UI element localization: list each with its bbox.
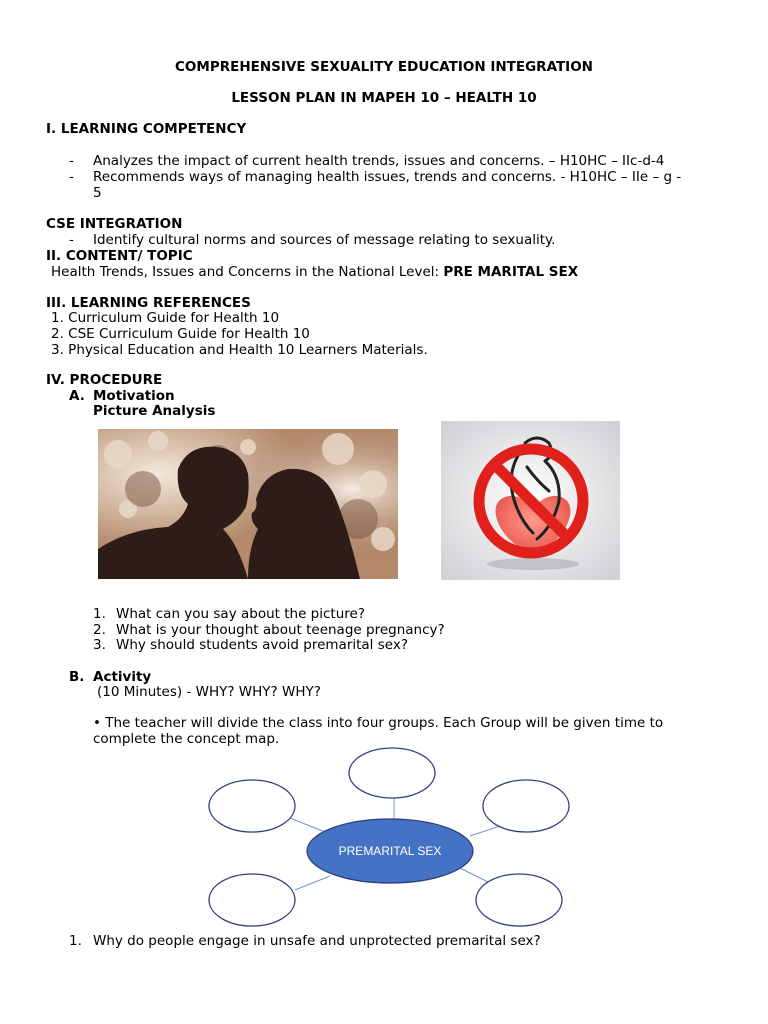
question-text: What can you say about the picture? xyxy=(116,606,365,622)
motivation-question-2 xyxy=(93,622,445,638)
connector-upper-right xyxy=(470,826,500,836)
content-topic xyxy=(51,264,578,280)
content-heading: II. CONTENT/ TOPIC xyxy=(46,248,193,264)
document-subtitle: LESSON PLAN IN MAPEH 10 – HEALTH 10 xyxy=(231,90,537,106)
question-number: 1. xyxy=(69,933,82,949)
activity-duration: (10 Minutes) - WHY? WHY? WHY? xyxy=(97,684,321,700)
concept-node-upper-right xyxy=(483,780,569,832)
concept-node-lower-left xyxy=(209,874,295,926)
reference-item-1: 1. Curriculum Guide for Health 10 xyxy=(51,310,280,326)
competency-item-2-continued: 5 xyxy=(93,185,102,201)
bullet-dash: - xyxy=(69,232,74,248)
motivation-subtitle: Picture Analysis xyxy=(93,403,216,419)
reference-item-3: 3. Physical Education and Health 10 Learners Materials. xyxy=(51,342,428,358)
connector-lower-left xyxy=(295,876,330,890)
question-text: Why do people engage in unsafe and unprotected premarital sex? xyxy=(93,933,541,949)
cse-item: Identify cultural norms and sources of message relating to sexuality. xyxy=(93,232,556,248)
concept-node-upper-left xyxy=(209,780,295,832)
document-title: COMPREHENSIVE SEXUALITY EDUCATION INTEGRATION xyxy=(175,59,593,75)
bullet-dash: - xyxy=(69,153,74,169)
activity-question-1 xyxy=(69,933,541,949)
reference-item-2: 2. CSE Curriculum Guide for Health 10 xyxy=(51,326,310,342)
bullet-dash: - xyxy=(69,169,74,185)
competency-heading: I. LEARNING COMPETENCY xyxy=(46,121,247,137)
question-text: What is your thought about teenage pregnancy? xyxy=(116,622,445,638)
activity-title: Activity xyxy=(93,669,152,685)
procedure-heading: IV. PROCEDURE xyxy=(46,372,163,388)
connector-upper-left xyxy=(290,818,325,832)
concept-node-top xyxy=(349,748,435,798)
couple-silhouette-photo xyxy=(98,429,398,579)
motivation-letter: A. xyxy=(69,388,85,404)
question-number: 1. xyxy=(93,606,106,622)
no-premarital-sex-sign xyxy=(441,421,620,580)
concept-center-label: PREMARITAL SEX xyxy=(338,844,442,858)
cse-heading: CSE INTEGRATION xyxy=(46,216,183,232)
connector-lower-right xyxy=(460,868,488,882)
concept-node-lower-right xyxy=(476,874,562,926)
question-number: 2. xyxy=(93,622,106,638)
references-heading: III. LEARNING REFERENCES xyxy=(46,295,251,311)
question-number: 3. xyxy=(93,637,106,653)
activity-instruction: • The teacher will divide the class into four groups. Each Group will be given time to complete the concept map. xyxy=(93,715,664,747)
concept-map xyxy=(200,744,580,934)
competency-item-1: Analyzes the impact of current health trends, issues and concerns. – H10HC – IIc-d-4 xyxy=(93,153,665,169)
motivation-question-1 xyxy=(93,606,365,622)
motivation-title: Motivation xyxy=(93,388,175,404)
question-text: Why should students avoid premarital sex? xyxy=(116,637,408,653)
motivation-question-3 xyxy=(93,637,408,653)
content-topic-text: Health Trends, Issues and Concerns in the National Level: xyxy=(51,264,444,280)
content-topic-emphasis: PRE MARITAL SEX xyxy=(443,264,579,280)
activity-letter: B. xyxy=(69,669,85,685)
competency-item-2: Recommends ways of managing health issues, trends and concerns. - H10HC – IIe – g - xyxy=(93,169,682,185)
